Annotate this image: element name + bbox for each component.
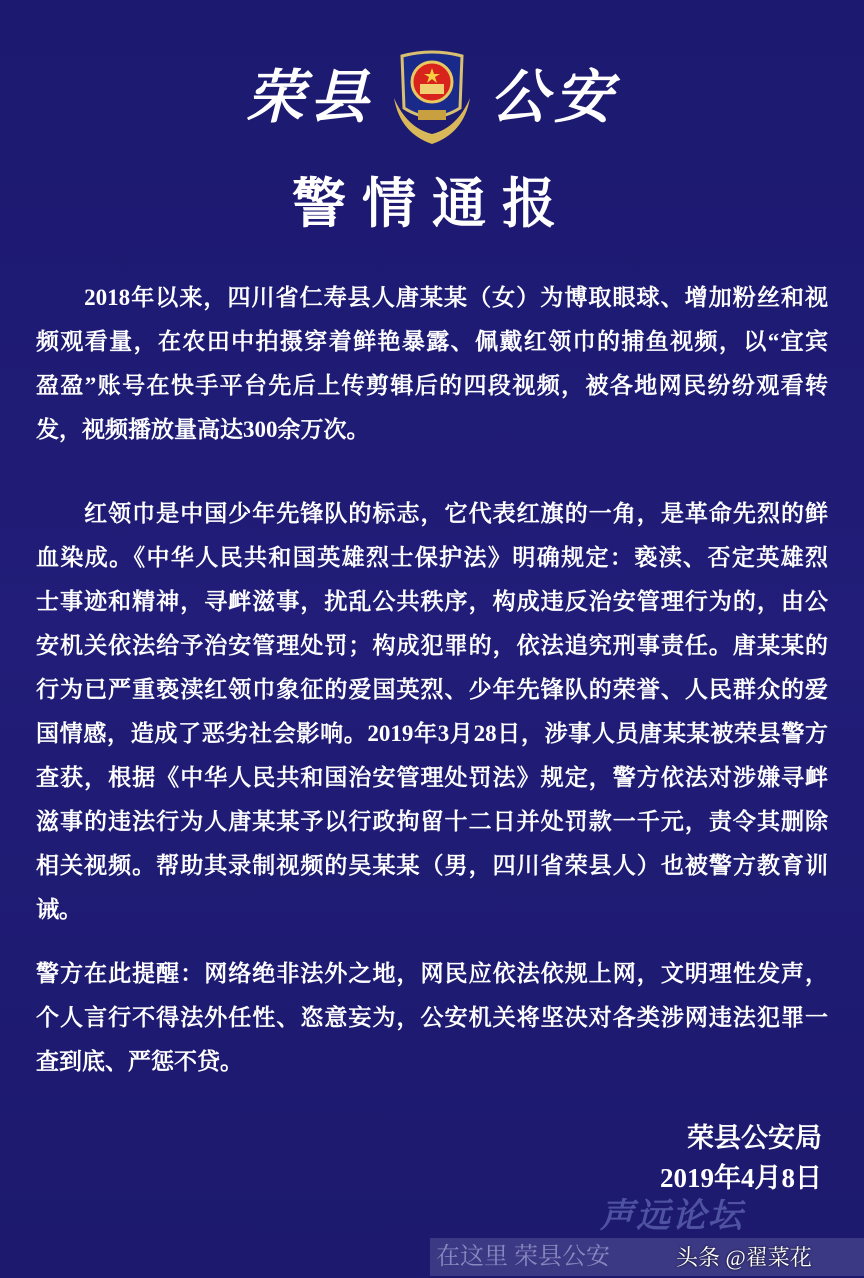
text-line: 发，视频播放量高达300余万次。 [36, 417, 370, 442]
text-line: 行为已严重亵渎红领巾象征的爱国英烈、少年先锋队的荣誉、人民群众的爱 [36, 677, 828, 702]
signature-date: 2019年4月8日 [660, 1163, 822, 1193]
text-line: 警方在此提醒：网络绝非法外之地，网民应依法依规上网，文明理性发声， [36, 961, 828, 986]
text-line: 安机关依法给予治安管理处罚；构成犯罪的，依法追究刑事责任。唐某某的 [36, 633, 828, 658]
paragraph-1 [36, 276, 828, 452]
text-line: 个人言行不得法外任性、恣意妄为，公安机关将坚决对各类涉网违法犯罪一 [36, 1005, 828, 1030]
paragraph-3 [36, 952, 828, 1084]
page-title: 警情通报 [292, 174, 572, 234]
source-watermark: 荣县公安 [514, 1244, 610, 1270]
text-line: 滋事的违法行为人唐某某予以行政拘留十二日并处罚款一千元，责令其删除 [36, 809, 828, 834]
paragraph-2 [36, 492, 828, 932]
text-line: 血染成。《中华人民共和国英雄烈士保护法》明确规定：亵渎、否定英雄烈 [36, 545, 828, 570]
text-line: 相关视频。帮助其录制视频的吴某某（男，四川省荣县人）也被警方教育训 [36, 853, 828, 878]
text-line: 诫。 [36, 897, 82, 922]
forum-watermark: 声远论坛 [600, 1198, 744, 1235]
logo-text-left: 荣县 [246, 63, 375, 131]
text-line: 查到底、严惩不贷。 [36, 1049, 243, 1074]
police-emblem-icon [382, 48, 482, 148]
header [0, 48, 864, 148]
text-line: 盈盈”账号在快手平台先后上传剪辑后的四段视频，被各地网民纷纷观看转 [36, 373, 828, 398]
forum-sub-text: 在这里 [436, 1244, 508, 1270]
forum-watermark-sub [436, 1242, 610, 1272]
text-line: 士事迹和精神，寻衅滋事，扰乱公共秩序，构成违反治安管理行为的，由公 [36, 589, 828, 614]
credit-watermark: 头条 @翟菜花 [676, 1245, 812, 1270]
logo-text-right: 公安 [490, 63, 619, 131]
text-line: 红领巾是中国少年先锋队的标志，它代表红旗的一角，是革命先烈的鲜 [36, 501, 828, 526]
text-line: 2018年以来，四川省仁寿县人唐某某（女）为博取眼球、增加粉丝和视 [36, 285, 828, 310]
text-line: 查获，根据《中华人民共和国治安管理处罚法》规定，警方依法对涉嫌寻衅 [36, 765, 828, 790]
text-line: 国情感，造成了恶劣社会影响。2019年3月28日，涉事人员唐某某被荣县警方 [36, 721, 828, 746]
signature-org: 荣县公安局 [687, 1123, 822, 1153]
text-line: 频观看量，在农田中拍摄穿着鲜艳暴露、佩戴红领巾的捕鱼视频，以“宜宾 [36, 329, 828, 354]
